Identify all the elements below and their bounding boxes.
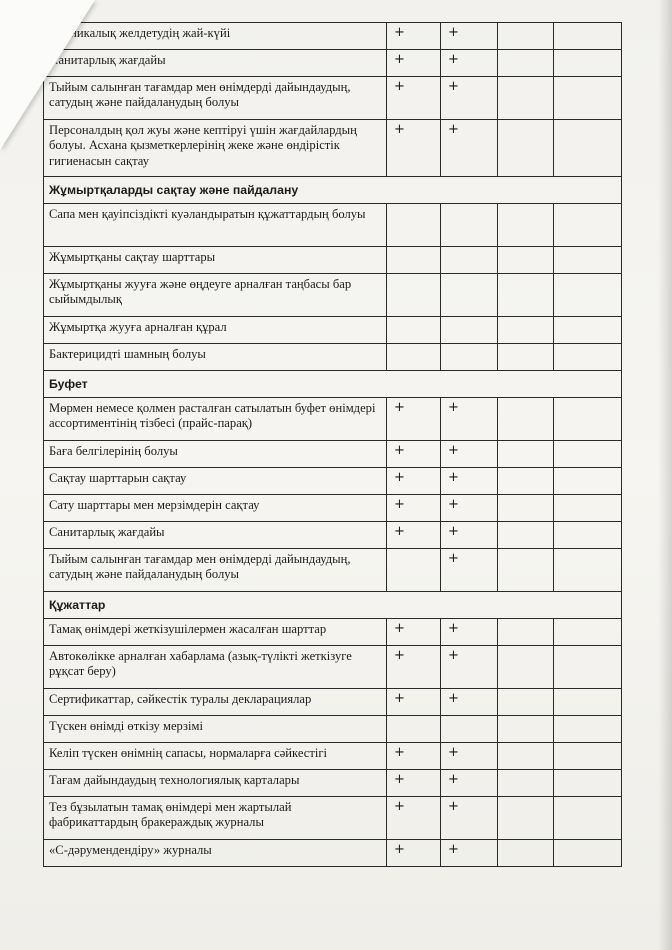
mark-cell-4 <box>554 840 622 867</box>
criterion-label: Сату шарттары мен мерзімдерін сақтау <box>44 495 387 522</box>
checklist-body <box>44 23 622 867</box>
table-row <box>44 797 622 840</box>
mark-cell-4 <box>554 50 622 77</box>
table-row <box>44 716 622 743</box>
mark-cell-4 <box>554 441 622 468</box>
section-title: Құжаттар <box>44 592 622 619</box>
mark-cell-4 <box>554 204 622 247</box>
mark-cell-1 <box>387 344 441 371</box>
mark-cell-4 <box>554 689 622 716</box>
table-row <box>44 495 622 522</box>
mark-cell-1: + <box>387 619 441 646</box>
table-row <box>44 23 622 50</box>
table-row <box>44 247 622 274</box>
mark-cell-4 <box>554 77 622 120</box>
mark-cell-1 <box>387 549 441 592</box>
mark-cell-1: + <box>387 468 441 495</box>
mark-cell-2: + <box>441 120 498 177</box>
mark-cell-2: + <box>441 743 498 770</box>
mark-cell-4 <box>554 398 622 441</box>
mark-cell-2: + <box>441 840 498 867</box>
mark-cell-1: + <box>387 522 441 549</box>
mark-cell-2: + <box>441 441 498 468</box>
mark-cell-4 <box>554 247 622 274</box>
mark-cell-2 <box>441 716 498 743</box>
criterion-label: Түскен өнімді өткізу мерзімі <box>44 716 387 743</box>
mark-cell-3 <box>498 689 554 716</box>
mark-cell-2: + <box>441 522 498 549</box>
mark-cell-3 <box>498 743 554 770</box>
table-row <box>44 743 622 770</box>
criterion-label: Тез бұзылатын тамақ өнімдері мен жартылай фабрикаттардың бракераждық журналы <box>44 797 387 840</box>
criterion-label: Жұмыртқа жууға арналған құрал <box>44 317 387 344</box>
mark-cell-4 <box>554 522 622 549</box>
criterion-label: Жұмыртқаны жууға және өңдеуге арналған таңбасы бар сыйымдылық <box>44 274 387 317</box>
mark-cell-1 <box>387 317 441 344</box>
table-row <box>44 441 622 468</box>
mark-cell-3 <box>498 646 554 689</box>
table-row <box>44 204 622 247</box>
mark-cell-1: + <box>387 50 441 77</box>
mark-cell-2 <box>441 274 498 317</box>
table-row <box>44 50 622 77</box>
table-row <box>44 468 622 495</box>
mark-cell-2: + <box>441 50 498 77</box>
criterion-label: Автокөлікке арналған хабарлама (азық-түлікті жеткізуге рұқсат беру) <box>44 646 387 689</box>
mark-cell-3 <box>498 840 554 867</box>
mark-cell-4 <box>554 317 622 344</box>
table-row <box>44 77 622 120</box>
section-title: Жұмыртқаларды сақтау және пайдалану <box>44 177 622 204</box>
mark-cell-3 <box>498 317 554 344</box>
mark-cell-2: + <box>441 77 498 120</box>
mark-cell-3 <box>498 77 554 120</box>
mark-cell-1 <box>387 204 441 247</box>
mark-cell-3 <box>498 495 554 522</box>
mark-cell-1: + <box>387 646 441 689</box>
mark-cell-3 <box>498 344 554 371</box>
criterion-label: Баға белгілерінің болуы <box>44 441 387 468</box>
criterion-label: Тыйым салынған тағамдар мен өнімдерді дайындаудың, сатудың және пайдаланудың болуы <box>44 549 387 592</box>
table-row <box>44 522 622 549</box>
table-row <box>44 619 622 646</box>
table-row <box>44 840 622 867</box>
criterion-label: Сапа мен қауіпсіздікті куәландыратын құжаттардың болуы <box>44 204 387 247</box>
criterion-label: Сертификаттар, сәйкестік туралы декларациялар <box>44 689 387 716</box>
mark-cell-2: + <box>441 495 498 522</box>
criterion-label: Сақтау шарттарын сақтау <box>44 468 387 495</box>
table-row <box>44 549 622 592</box>
mark-cell-4 <box>554 120 622 177</box>
mark-cell-3 <box>498 441 554 468</box>
page-edge-shadow <box>658 0 672 950</box>
mark-cell-3 <box>498 619 554 646</box>
mark-cell-3 <box>498 398 554 441</box>
mark-cell-3 <box>498 770 554 797</box>
mark-cell-3 <box>498 797 554 840</box>
mark-cell-1 <box>387 274 441 317</box>
mark-cell-2: + <box>441 549 498 592</box>
mark-cell-2: + <box>441 468 498 495</box>
mark-cell-2: + <box>441 646 498 689</box>
mark-cell-3 <box>498 549 554 592</box>
mark-cell-4 <box>554 619 622 646</box>
mark-cell-3 <box>498 204 554 247</box>
mark-cell-1 <box>387 716 441 743</box>
criterion-label: «С-дәрумендендіру» журналы <box>44 840 387 867</box>
mark-cell-1: + <box>387 120 441 177</box>
criterion-label: ...ханикалық желдетудің жай-күйі <box>44 23 387 50</box>
mark-cell-2 <box>441 344 498 371</box>
mark-cell-1: + <box>387 797 441 840</box>
table-row <box>44 274 622 317</box>
folded-corner <box>0 0 95 150</box>
criterion-label: Бактерицидті шамның болуы <box>44 344 387 371</box>
mark-cell-4 <box>554 344 622 371</box>
criterion-label: Тағам дайындаудың технологиялық карталары <box>44 770 387 797</box>
table-row <box>44 344 622 371</box>
mark-cell-4 <box>554 495 622 522</box>
mark-cell-2: + <box>441 619 498 646</box>
criterion-label: Жұмыртқаны сақтау шарттары <box>44 247 387 274</box>
mark-cell-4 <box>554 770 622 797</box>
section-title: Буфет <box>44 371 622 398</box>
mark-cell-1: + <box>387 840 441 867</box>
mark-cell-3 <box>498 716 554 743</box>
mark-cell-3 <box>498 468 554 495</box>
mark-cell-3 <box>498 50 554 77</box>
mark-cell-1: + <box>387 77 441 120</box>
table-row <box>44 646 622 689</box>
section-header-row <box>44 177 622 204</box>
criterion-label: Тамақ өнімдері жеткізушілермен жасалған шарттар <box>44 619 387 646</box>
criterion-label: Келіп түскен өнімнің сапасы, нормаларға сәйкестігі <box>44 743 387 770</box>
mark-cell-1: + <box>387 495 441 522</box>
mark-cell-1: + <box>387 398 441 441</box>
criterion-label: Мөрмен немесе қолмен расталған сатылатын буфет өнімдері ассортиментінің тізбесі (прайс-парақ) <box>44 398 387 441</box>
mark-cell-2: + <box>441 398 498 441</box>
section-header-row <box>44 592 622 619</box>
mark-cell-4 <box>554 797 622 840</box>
mark-cell-4 <box>554 468 622 495</box>
criterion-label: Санитарлық жағдайы <box>44 522 387 549</box>
mark-cell-4 <box>554 549 622 592</box>
section-header-row <box>44 371 622 398</box>
inspection-checklist-table <box>43 22 622 867</box>
mark-cell-4 <box>554 274 622 317</box>
mark-cell-2 <box>441 247 498 274</box>
mark-cell-3 <box>498 522 554 549</box>
mark-cell-2 <box>441 317 498 344</box>
mark-cell-4 <box>554 23 622 50</box>
mark-cell-3 <box>498 120 554 177</box>
table-row <box>44 689 622 716</box>
mark-cell-2: + <box>441 797 498 840</box>
criterion-label: Тыйым салынған тағамдар мен өнімдерді дайындаудың, сатудың және пайдаланудың болуы <box>44 77 387 120</box>
mark-cell-1: + <box>387 441 441 468</box>
table-row <box>44 317 622 344</box>
table-row <box>44 120 622 177</box>
table-row <box>44 770 622 797</box>
mark-cell-2: + <box>441 23 498 50</box>
mark-cell-3 <box>498 23 554 50</box>
mark-cell-1 <box>387 247 441 274</box>
mark-cell-1: + <box>387 23 441 50</box>
mark-cell-4 <box>554 743 622 770</box>
mark-cell-2: + <box>441 770 498 797</box>
mark-cell-2 <box>441 204 498 247</box>
mark-cell-4 <box>554 646 622 689</box>
mark-cell-4 <box>554 716 622 743</box>
mark-cell-1: + <box>387 689 441 716</box>
mark-cell-3 <box>498 274 554 317</box>
mark-cell-2: + <box>441 689 498 716</box>
mark-cell-3 <box>498 247 554 274</box>
mark-cell-1: + <box>387 770 441 797</box>
mark-cell-1: + <box>387 743 441 770</box>
criterion-label: Персоналдың қол жуы және кептіруі үшін жағдайлардың болуы. Асхана қызметкерлерінің жеке және өндірістік гигиенасын сақтау <box>44 120 387 177</box>
table-row <box>44 398 622 441</box>
criterion-label: ...анитарлық жағдайы <box>44 50 387 77</box>
